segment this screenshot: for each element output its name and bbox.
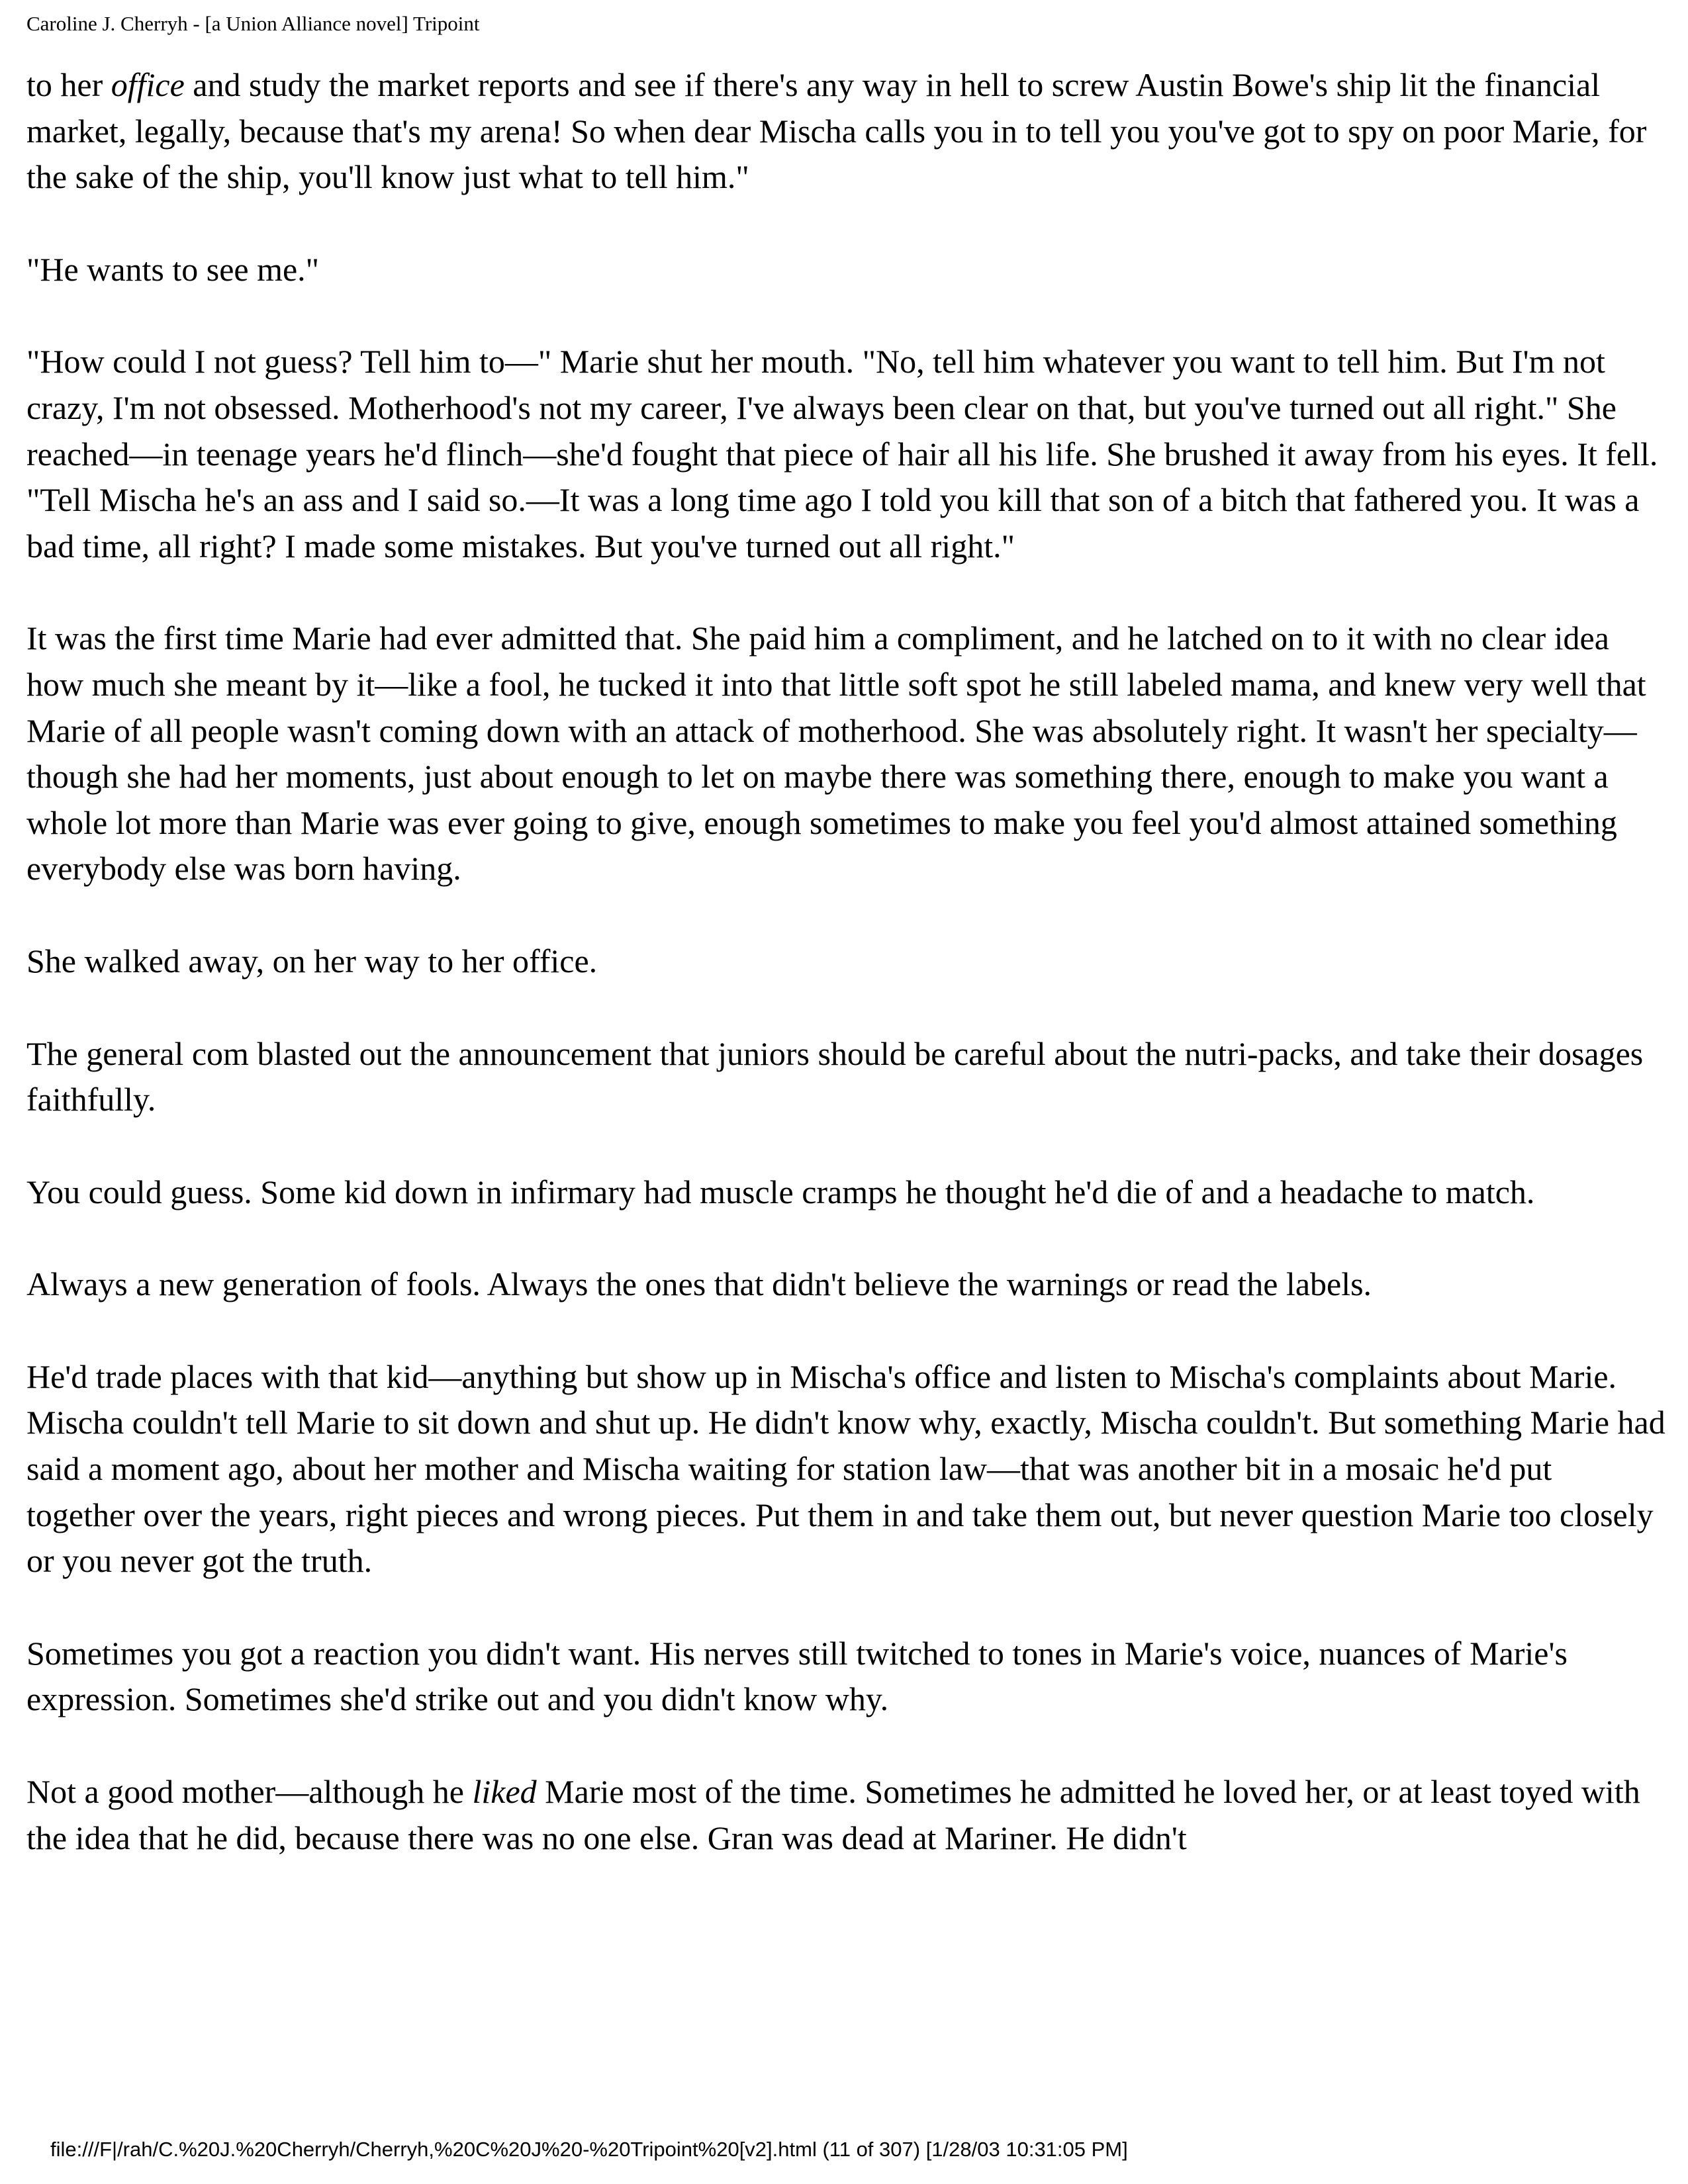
paragraph-9: He'd trade places with that kid—anything but show up in Mischa's office and listen to Mischa's complaints about Marie. Mischa couldn't tell Marie to sit down and shut up. He didn't know why, exactly, Mischa couldn't. But something Marie had said a moment ago, about her mother and Mischa waiting for station law—that was another bit in a mosaic he'd put together over the years, right pieces and wrong pieces. Put them in and take them out, but never question Marie too closely or you never got the truth.: [26, 1357, 1665, 1580]
paragraph-1-text-b: and study the market reports and see if there's any way in hell to screw Austin Bowe's ship lit the financial market, legally, because that's my arena! So when dear Mischa calls you in to tell you you've got to spy on poor Marie, for the sake of the ship, you'll know just what to tell him.": [26, 66, 1647, 196]
paragraph-5: She walked away, on her way to her office.: [26, 942, 598, 979]
paragraph-11-emphasis: liked: [472, 1773, 537, 1811]
paragraph-8: Always a new generation of fools. Always the ones that didn't believe the warnings or read the labels.: [26, 1265, 1372, 1303]
paragraph-4: It was the first time Marie had ever admitted that. She paid him a compliment, and he latched on to it with no clear idea how much she meant by it—like a fool, he tucked it into that little soft spot he still labeled mama, and knew very well that Marie of all people wasn't coming down with an attack of motherhood. She was absolutely right. It wasn't her specialty—though she had her moments, just about enough to let on maybe there was something there, enough to make you want a whole lot more than Marie was ever going to give, enough sometimes to make you feel you'd almost attained something everybody else was born having.: [26, 619, 1646, 887]
paragraph-1-text-a: to her: [26, 66, 111, 103]
paragraph-3: "How could I not guess? Tell him to—" Marie shut her mouth. "No, tell him whatever you want to tell him. But I'm not crazy, I'm not obsessed. Motherhood's not my career, I've always been clear on that, but you've turned out all right." She reached—in teenage years he'd flinch—she'd fought that piece of hair all his life. She brushed it away from his eyes. It fell. "Tell Mischa he's an ass and I said so.—It was a long time ago I told you kill that son of a bitch that fathered you. It was a bad time, all right? I made some mistakes. But you've turned out all right.": [26, 343, 1658, 565]
paragraph-11-text-b: Marie most of the time. Sometimes he admitted he loved her, or at least toyed with the idea that he did, because there was no one else. Gran was dead at Mariner. He didn't: [26, 1773, 1640, 1856]
paragraph-1-emphasis: office: [111, 66, 185, 103]
paragraph-11-text-a: Not a good mother—although he: [26, 1773, 473, 1811]
paragraph-11: [26, 1769, 1668, 1861]
paragraph-10: Sometimes you got a reaction you didn't want. His nerves still twitched to tones in Marie's voice, nuances of Marie's expression. Sometimes she'd strike out and you didn't know why.: [26, 1634, 1568, 1718]
paragraph-1: [26, 62, 1668, 201]
running-header: Caroline J. Cherryh - [a Union Alliance novel] Tripoint: [26, 12, 480, 35]
paragraph-7: You could guess. Some kid down in infirmary had muscle cramps he thought he'd die of and a headache to match.: [26, 1173, 1535, 1210]
paragraph-6: The general com blasted out the announcement that juniors should be careful about the nutri-packs, and take their dosages faithfully.: [26, 1034, 1644, 1118]
page-content: [26, 62, 1668, 1861]
running-footer: file:///F|/rah/C.%20J.%20Cherryh/Cherryh,%20C%20J%20-%20Tripoint%20[v2].html (11 of 307) [1/28/03 10:31:05 PM]: [50, 2138, 1128, 2161]
paragraph-2: "He wants to see me.": [26, 250, 320, 288]
